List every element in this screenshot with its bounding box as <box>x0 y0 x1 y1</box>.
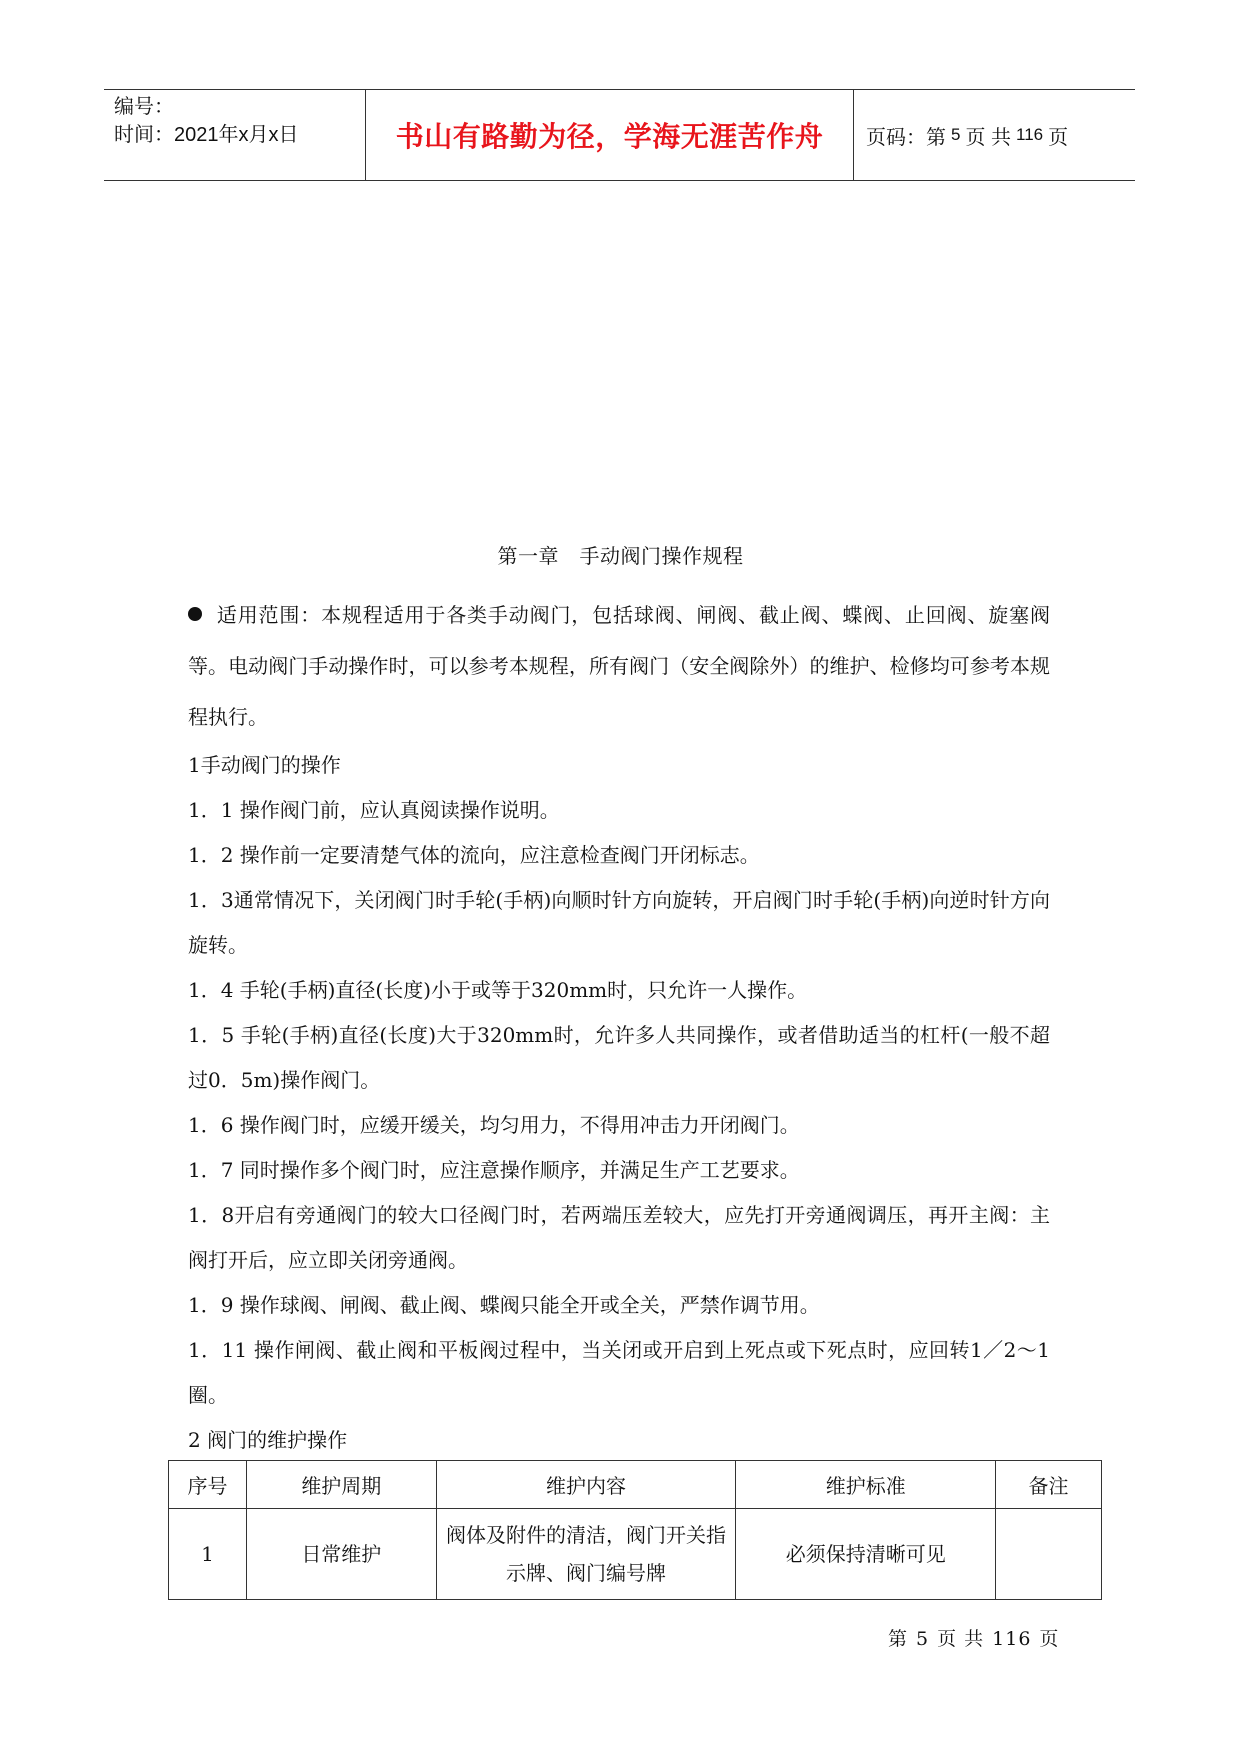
document-body <box>188 590 1050 1463</box>
scope-paragraph <box>188 590 1050 743</box>
footer-total: 116 <box>992 1628 1032 1650</box>
page-header <box>104 89 1135 181</box>
table-cell-standard: 必须保持清晰可见 <box>736 1509 996 1600</box>
page-prefix: 页码：第 <box>866 126 946 149</box>
column-header: 备注 <box>996 1461 1102 1509</box>
column-header: 维护内容 <box>436 1461 736 1509</box>
header-page-indicator <box>854 90 1135 180</box>
table-header-row <box>169 1461 1102 1509</box>
header-motto: 书山有路勤为径，学海无涯苦作舟 <box>366 90 854 180</box>
document-number: 编号： <box>114 96 174 118</box>
table-cell-content: 阀体及附件的清洁，阀门开关指示牌、阀门编号牌 <box>436 1509 736 1600</box>
paragraph-1-7: 1．7 同时操作多个阀门时，应注意操作顺序，并满足生产工艺要求。 <box>188 1158 800 1182</box>
paragraph-1-9: 1．9 操作球阀、闸阀、截止阀、蝶阀只能全开或全关，严禁作调节用。 <box>188 1293 820 1317</box>
table-row <box>169 1509 1102 1600</box>
page-mid: 页 共 <box>965 126 1012 149</box>
footer-suffix: 页 <box>1039 1628 1060 1650</box>
page-total: 116 <box>1016 125 1044 144</box>
paragraph-1-11: 1．11 操作闸阀、截止阀和平板阀过程中，当关闭或开启到上死点或下死点时，应回转1／2～1圈。 <box>188 1338 1050 1407</box>
section-heading: 1手动阀门的操作 <box>188 753 341 777</box>
footer-mid: 页 共 <box>937 1628 985 1650</box>
chapter-title: 第一章 手动阀门操作规程 <box>497 544 744 568</box>
paragraph-1-5: 1．5 手轮(手柄)直径(长度)大于320mm时，允许多人共同操作，或者借助适当的杠杆(一般不超过0．5m)操作阀门。 <box>188 1023 1050 1092</box>
bullet-icon <box>188 607 202 621</box>
section-heading-2: 2 阀门的维护操作 <box>188 1428 348 1452</box>
column-header: 维护标准 <box>736 1461 996 1509</box>
paragraph-1-4: 1．4 手轮(手柄)直径(长度)小于或等于320mm时，只允许一人操作。 <box>188 978 808 1002</box>
page-number: 5 <box>951 125 961 144</box>
table-cell-index: 1 <box>169 1509 247 1600</box>
paragraph-1-2: 1．2 操作前一定要清楚气体的流向，应注意检查阀门开闭标志。 <box>188 843 760 867</box>
page-suffix: 页 <box>1048 126 1069 149</box>
paragraph-1-8: 1．8开启有旁通阀门的较大口径阀门时，若两端压差较大，应先打开旁通阀调压，再开主阀：主阀打开后，应立即关闭旁通阀。 <box>188 1203 1050 1272</box>
paragraph-1-6: 1．6 操作阀门时，应缓开缓关，均匀用力，不得用冲击力开闭阀门。 <box>188 1113 800 1137</box>
paragraph-1-3: 1．3通常情况下，关闭阀门时手轮(手柄)向顺时针方向旋转，开启阀门时手轮(手柄)向逆时针方向旋转。 <box>188 888 1050 957</box>
paragraph-1-1: 1．1 操作阀门前，应认真阅读操作说明。 <box>188 798 560 822</box>
table-cell-period: 日常维护 <box>246 1509 436 1600</box>
table-cell-remark <box>996 1509 1102 1600</box>
footer-page: 5 <box>916 1628 930 1650</box>
footer-prefix: 第 <box>888 1628 909 1650</box>
header-info-cell <box>104 90 366 180</box>
column-header: 序号 <box>169 1461 247 1509</box>
scope-text: 适用范围：本规程适用于各类手动阀门，包括球阀、闸阀、截止阀、蝶阀、止回阀、旋塞阀等。电动阀门手动操作时，可以参考本规程，所有阀门（安全阀除外）的维护、检修均可参考本规程执行。 <box>188 603 1050 729</box>
maintenance-table <box>168 1460 1102 1600</box>
column-header: 维护周期 <box>246 1461 436 1509</box>
page-footer <box>888 1624 1067 1651</box>
document-time: 时间：2021年x月x日 <box>114 124 299 146</box>
